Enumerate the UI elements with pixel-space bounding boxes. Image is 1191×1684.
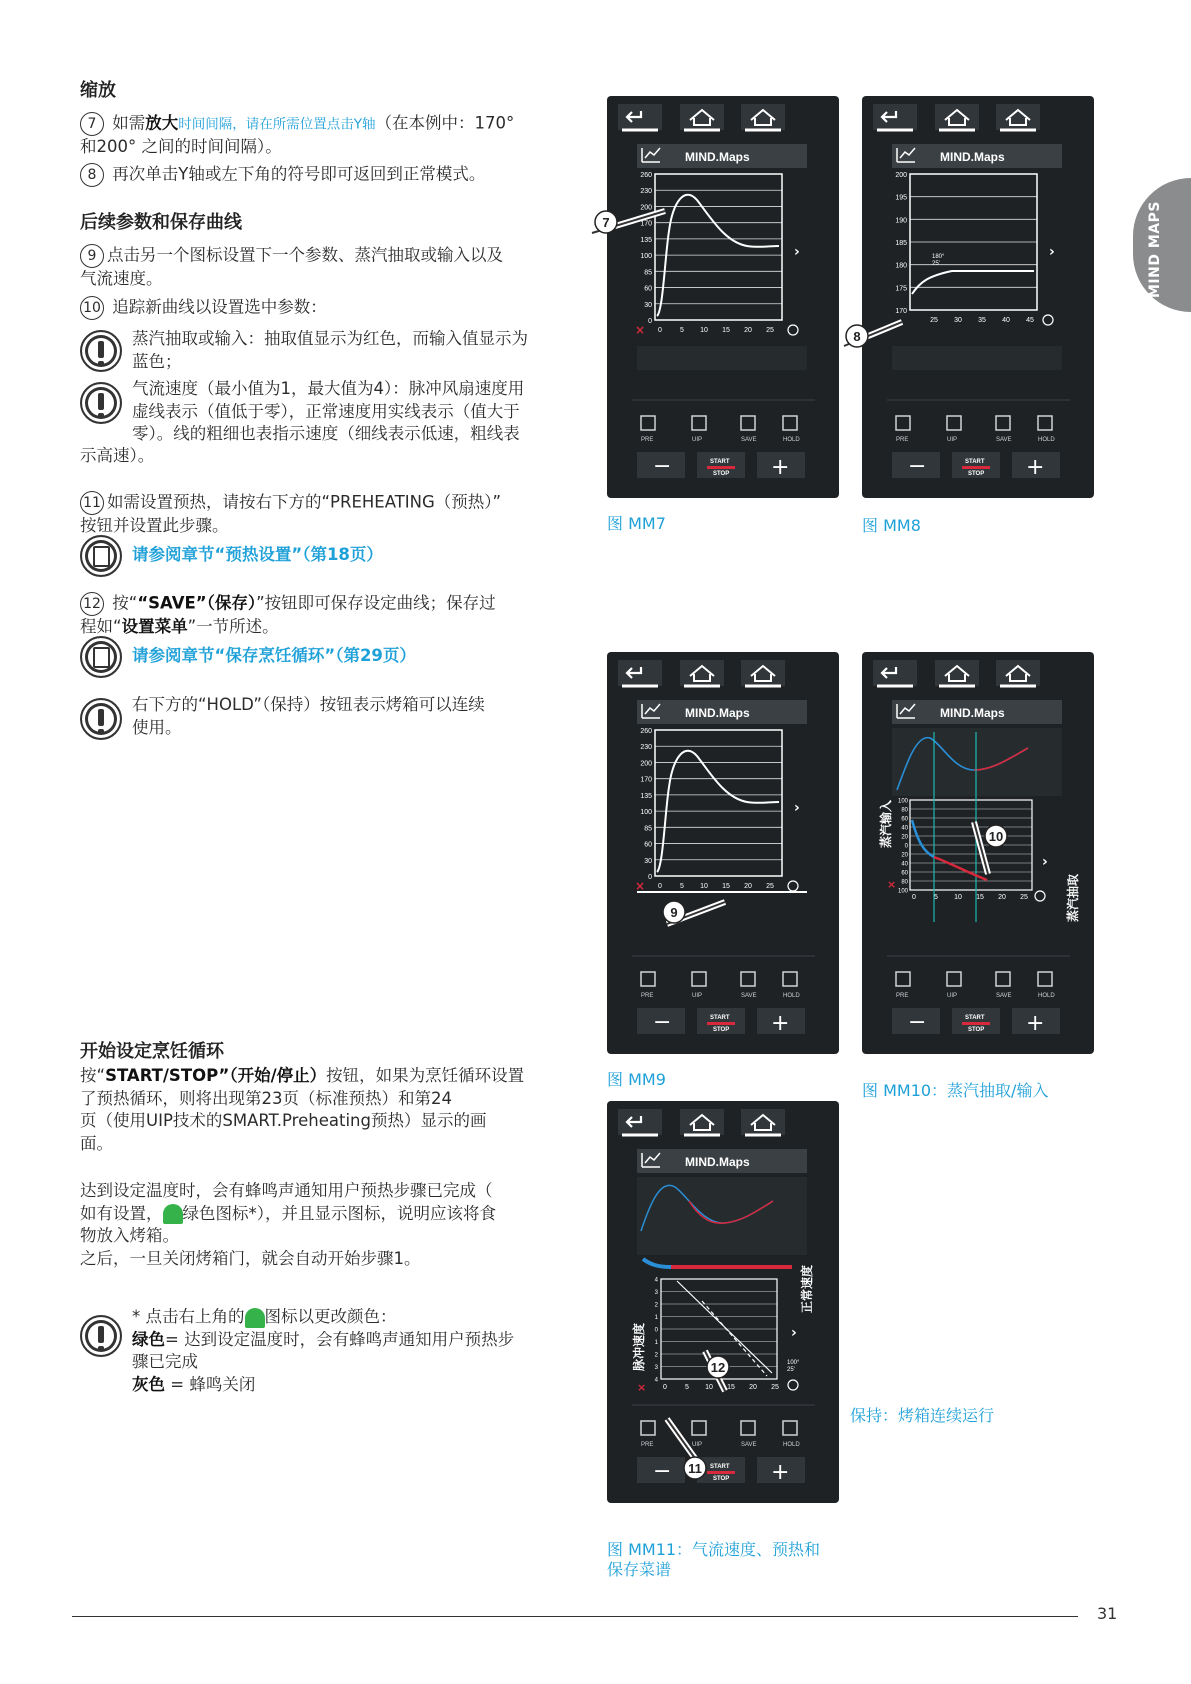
tool-button-uip[interactable] xyxy=(692,1421,706,1448)
normal-speed-label: 正常速度 xyxy=(800,1264,814,1313)
callout-number: 10 xyxy=(988,829,1004,844)
pre-icon xyxy=(896,972,910,986)
home-icon[interactable] xyxy=(996,660,1040,686)
x-tick-label: 5 xyxy=(934,894,938,901)
step-number-12: 12 xyxy=(80,592,104,616)
start-stop-bar xyxy=(962,466,990,469)
step-number-9: 9 xyxy=(80,244,104,268)
home-settings-icon[interactable] xyxy=(935,104,979,130)
stop-label: STOP xyxy=(713,1027,730,1033)
y-tick-label: 230 xyxy=(640,188,652,196)
y-tick-label: 100 xyxy=(640,253,652,261)
tool-button-uip[interactable] xyxy=(692,416,706,443)
x-tick-label: 15 xyxy=(722,327,730,334)
stop-label: STOP xyxy=(968,471,985,477)
uip-icon xyxy=(947,972,961,986)
pre-icon xyxy=(641,1421,655,1435)
y-tick-label: 2 xyxy=(654,1302,658,1309)
tool-button-uip[interactable] xyxy=(947,416,961,443)
x-tick-label: 30 xyxy=(954,317,962,324)
clock-icon xyxy=(788,325,798,335)
step-number-8: 8 xyxy=(80,163,104,187)
y-tick-label: 2 xyxy=(654,1352,658,1359)
start-stop-bar xyxy=(962,1022,990,1025)
home-settings-icon-bg xyxy=(680,1109,724,1135)
paragraph-step-9: 9 点击另一个图标设置下一个参数、蒸汽抽取或输入以及 气流速度。 xyxy=(80,245,503,288)
y-tick-label: 100 xyxy=(897,798,908,805)
x-tick-label: 0 xyxy=(663,1384,667,1391)
warning-icon xyxy=(80,1315,122,1357)
footer-rule xyxy=(72,1616,1078,1617)
hold-icon xyxy=(1038,972,1052,986)
y-tick-label: 80 xyxy=(901,807,908,814)
note-airflow: 气流速度（最小值为1，最大值为4）：脉冲风扇速度用 虚线表示（值低于零），正常速度用实线表示（值大于 零）。线的粗细也表指示速度（细线表示低速，粗线表 xyxy=(132,379,525,443)
start-label: START xyxy=(965,459,985,465)
heading-zoom: 缩放 xyxy=(80,80,116,101)
paragraph-step-8: 8 再次单击Y轴或左下角的符号即可返回到正常模式。 xyxy=(80,163,580,187)
plus-symbol: + xyxy=(771,1460,790,1485)
preview-area xyxy=(892,728,1062,796)
chevron-right-icon: › xyxy=(794,244,800,260)
plus-button[interactable] xyxy=(1012,452,1060,480)
tool-button-save[interactable] xyxy=(741,1421,757,1448)
x-tick-label: 25 xyxy=(930,317,938,324)
step-number-7: 7 xyxy=(80,112,104,136)
figure-caption-mm11: 图 MM11：气流速度、预热和 保存菜谱 xyxy=(607,1540,821,1579)
hold-icon xyxy=(783,1421,797,1435)
heading-start: 开始设定烹饪循环 xyxy=(80,1041,224,1062)
stop-label: STOP xyxy=(713,471,730,477)
home-icon[interactable] xyxy=(741,104,785,130)
y-tick-label: 135 xyxy=(640,792,652,800)
back-icon[interactable] xyxy=(618,1109,662,1135)
point-time: 25' xyxy=(932,261,940,267)
back-icon[interactable] xyxy=(618,660,662,686)
clock-icon xyxy=(788,1380,798,1390)
note-hold: 右下方的“HOLD”（保持）按钮表示烤箱可以连续 使用。 xyxy=(132,695,485,737)
pre-icon xyxy=(641,416,655,430)
clock-icon xyxy=(1035,891,1045,901)
chevron-right-icon: › xyxy=(791,1325,797,1341)
x-tick-label: 25 xyxy=(766,883,774,890)
figure-caption-mm10: 图 MM10：蒸汽抽取/输入 xyxy=(862,1081,1049,1100)
pre-label: PRE xyxy=(641,993,654,999)
pre-icon xyxy=(641,972,655,986)
y-tick-label: 185 xyxy=(895,240,907,247)
paragraph-step-7: 7 如需放大时间间隔，请在所需位置点击Y轴（在本例中：170° 和200° 之间的时间间隔）。 xyxy=(80,113,515,156)
minus-button[interactable] xyxy=(892,1008,940,1035)
start-stop-button[interactable] xyxy=(952,1008,1000,1034)
minus-button[interactable] xyxy=(637,452,685,479)
figure-caption-mm8: 图 MM8 xyxy=(862,516,921,535)
close-icon: × xyxy=(635,323,646,337)
save-icon xyxy=(741,1421,755,1435)
uip-icon xyxy=(692,972,706,986)
home-icon[interactable] xyxy=(996,104,1040,130)
x-tick-label: 10 xyxy=(700,883,708,890)
y-tick-label: 60 xyxy=(644,841,652,849)
plus-symbol: + xyxy=(771,1011,790,1036)
callout-number: 11 xyxy=(688,1461,702,1476)
y-tick-label: 260 xyxy=(640,728,652,735)
y-tick-label: 3 xyxy=(654,1365,658,1371)
x-tick-label: 25 xyxy=(771,1384,779,1391)
x-tick-label: 15 xyxy=(722,883,730,890)
start-stop-button[interactable] xyxy=(697,1008,745,1034)
y-tick-label: 3 xyxy=(654,1290,658,1296)
pre-label: PRE xyxy=(641,1442,654,1448)
save-label: SAVE xyxy=(996,993,1012,999)
start-stop-button[interactable] xyxy=(952,452,1000,478)
x-tick-label: 35 xyxy=(978,317,986,324)
home-settings-icon[interactable] xyxy=(680,660,724,686)
y-tick-label: 0 xyxy=(904,843,908,850)
y-tick-label: 1 xyxy=(654,1315,658,1321)
start-stop-bar xyxy=(707,1471,735,1474)
x-tick-label: 15 xyxy=(976,894,984,901)
device-screen-drawing xyxy=(853,96,1094,498)
home-settings-icon-bg xyxy=(935,660,979,686)
mind-maps-side-tab xyxy=(1133,178,1191,312)
pre-label: PRE xyxy=(641,437,654,443)
y-tick-label: 40 xyxy=(901,825,908,832)
y-tick-label: 80 xyxy=(901,879,908,886)
app-title: MIND.Maps xyxy=(940,706,1005,720)
save-icon xyxy=(996,972,1010,986)
hold-label: HOLD xyxy=(1038,993,1055,999)
plus-symbol: + xyxy=(771,455,790,480)
y-tick-label: 175 xyxy=(895,285,907,293)
clock-icon xyxy=(1043,315,1053,325)
y-tick-label: 100 xyxy=(897,888,908,895)
y-tick-label: 200 xyxy=(640,204,652,212)
start-stop-button[interactable] xyxy=(697,452,745,478)
home-settings-icon-bg xyxy=(680,660,724,686)
tool-button-save[interactable] xyxy=(741,972,757,999)
tool-button-pre[interactable] xyxy=(641,416,655,443)
home-icon[interactable] xyxy=(741,660,785,686)
heading-params: 后续参数和保存曲线 xyxy=(80,212,242,233)
note-bell-color: * 点击右上角的 图标以更改颜色： 绿色= 达到设定温度时，会有蜂鸣声通知用户预热步 骤已完成 灰色 = 蜂鸣关闭 xyxy=(132,1307,515,1394)
minus-symbol: − xyxy=(653,1459,672,1484)
tool-button-save[interactable] xyxy=(996,972,1012,999)
callout-number: 8 xyxy=(853,329,861,344)
close-icon: × xyxy=(635,879,646,893)
note-airflow-end: 示高速）。 xyxy=(80,446,155,465)
callout-number: 12 xyxy=(710,1360,726,1375)
close-icon: × xyxy=(637,1381,647,1394)
chevron-right-icon: › xyxy=(1042,854,1048,870)
plus-button[interactable] xyxy=(757,452,805,480)
device-screen-mm11 xyxy=(607,1101,839,1503)
y-tick-label: 135 xyxy=(640,236,652,244)
hold-icon xyxy=(783,416,797,430)
device-screen-drawing xyxy=(607,1101,839,1503)
x-tick-label: 10 xyxy=(705,1384,713,1391)
device-screen-drawing xyxy=(862,652,1094,1054)
tool-button-pre[interactable] xyxy=(641,1421,655,1448)
reference-preheat-settings[interactable]: 请参阅章节“预热设置”（第18页） xyxy=(132,545,383,564)
home-icon-bg xyxy=(996,660,1040,686)
clock-icon xyxy=(788,881,798,891)
x-tick-label: 25 xyxy=(1020,894,1028,901)
bell-green-icon xyxy=(163,1204,183,1224)
uip-label: UIP xyxy=(692,437,703,443)
home-settings-icon-bg xyxy=(935,104,979,130)
app-title: MIND.Maps xyxy=(940,150,1005,164)
x-tick-label: 0 xyxy=(658,883,662,890)
x-tick-label: 10 xyxy=(954,894,962,901)
figure-caption-mm9: 图 MM9 xyxy=(607,1070,666,1089)
start-label: START xyxy=(710,1464,730,1470)
plus-button[interactable] xyxy=(1012,1008,1060,1036)
empty-row xyxy=(892,346,1062,370)
y-tick-label: 4 xyxy=(654,1277,658,1284)
uip-label: UIP xyxy=(692,1442,703,1448)
page-number: 31 xyxy=(1097,1604,1118,1623)
home-icon[interactable] xyxy=(741,1109,785,1135)
tool-button-hold[interactable] xyxy=(1038,416,1055,443)
y-tick-label: 20 xyxy=(901,852,908,859)
hold-label: HOLD xyxy=(1038,437,1055,443)
pulse-speed-label: 脉冲速度 xyxy=(632,1322,646,1371)
step-number-10: 10 xyxy=(80,296,104,320)
point-temp: 180° xyxy=(932,254,945,260)
start-label: START xyxy=(710,459,730,465)
save-label: SAVE xyxy=(996,437,1012,443)
device-screen-mm10 xyxy=(862,652,1094,1054)
y-tick-label: 180 xyxy=(895,262,907,270)
minus-symbol: − xyxy=(653,454,672,479)
x-tick-label: 20 xyxy=(744,327,752,334)
home-settings-icon[interactable] xyxy=(680,1109,724,1135)
empty-row xyxy=(637,346,807,370)
y-tick-label: 4 xyxy=(654,1377,658,1384)
hold-icon xyxy=(783,972,797,986)
app-title: MIND.Maps xyxy=(685,706,750,720)
device-screen-drawing xyxy=(602,96,839,498)
steam-bar-blue xyxy=(643,1259,671,1267)
hold-label: HOLD xyxy=(783,1442,800,1448)
tool-button-pre[interactable] xyxy=(896,972,910,999)
point-time: 25' xyxy=(787,1367,795,1373)
plus-symbol: + xyxy=(1026,1011,1045,1036)
stop-label: STOP xyxy=(968,1027,985,1033)
y-tick-label: 0 xyxy=(654,1327,658,1334)
figure-caption-mm7: 图 MM7 xyxy=(607,514,666,533)
y-tick-label: 40 xyxy=(901,861,908,868)
step-number-11: 11 xyxy=(80,491,104,515)
start-label: START xyxy=(965,1015,985,1021)
pre-label: PRE xyxy=(896,993,909,999)
home-icon-bg xyxy=(741,104,785,130)
device-screen-mm7 xyxy=(602,96,839,498)
pre-label: PRE xyxy=(896,437,909,443)
y-tick-label: 200 xyxy=(895,172,907,179)
callout-number: 9 xyxy=(670,905,678,920)
device-screen-drawing xyxy=(607,652,839,1054)
callout-number: 7 xyxy=(602,215,610,230)
pre-icon xyxy=(896,416,910,430)
home-icon-bg xyxy=(996,104,1040,130)
x-tick-label: 5 xyxy=(685,1384,689,1391)
tool-button-uip[interactable] xyxy=(692,972,706,999)
y-tick-label: 60 xyxy=(644,285,652,293)
minus-button[interactable] xyxy=(637,1457,685,1484)
tool-button-hold[interactable] xyxy=(783,416,800,443)
y-tick-label: 260 xyxy=(640,172,652,179)
chevron-right-icon: › xyxy=(794,800,800,816)
save-icon xyxy=(741,972,755,986)
paragraph-step-12: 12 按““SAVE”（保存）”按钮即可保存设定曲线；保存过 程如“设置菜单”一节所述。 xyxy=(80,593,496,636)
back-icon[interactable] xyxy=(618,104,662,130)
y-tick-label: 60 xyxy=(901,870,908,877)
steam-input-label: 蒸汽输入 xyxy=(879,799,893,848)
save-label: SAVE xyxy=(741,993,757,999)
y-tick-label: 20 xyxy=(901,834,908,841)
home-settings-icon-bg xyxy=(680,104,724,130)
save-icon xyxy=(741,416,755,430)
x-tick-label: 5 xyxy=(680,883,684,890)
warning-icon xyxy=(80,330,122,372)
uip-label: UIP xyxy=(947,993,958,999)
save-icon xyxy=(996,416,1010,430)
x-tick-label: 45 xyxy=(1026,317,1034,324)
steam-extract-label: 蒸汽抽取 xyxy=(1066,873,1080,922)
reference-save-cycle[interactable]: 请参阅章节“保存烹饪循环”（第29页） xyxy=(132,646,416,665)
uip-icon xyxy=(692,1421,706,1435)
y-tick-label: 170 xyxy=(640,220,652,228)
hold-label: HOLD xyxy=(783,993,800,999)
book-icon xyxy=(80,636,122,678)
x-tick-label: 20 xyxy=(749,1384,757,1391)
y-tick-label: 0 xyxy=(648,318,652,325)
tool-button-pre[interactable] xyxy=(896,416,910,443)
y-tick-label: 30 xyxy=(644,857,652,865)
tool-button-hold[interactable] xyxy=(783,972,800,999)
y-tick-label: 170 xyxy=(895,308,907,315)
x-tick-label: 0 xyxy=(912,894,916,901)
x-tick-label: 10 xyxy=(700,327,708,334)
minus-symbol: − xyxy=(908,454,927,479)
save-label: SAVE xyxy=(741,1442,757,1448)
y-tick-label: 85 xyxy=(644,825,652,833)
x-tick-label: 25 xyxy=(766,327,774,334)
app-title: MIND.Maps xyxy=(685,150,750,164)
paragraph-step-11: 11 如需设置预热，请按右下方的“PREHEATING（预热）” 按钮并设置此步骤。 xyxy=(80,492,502,535)
x-tick-label: 15 xyxy=(727,1384,735,1391)
y-tick-label: 0 xyxy=(648,874,652,881)
y-tick-label: 195 xyxy=(895,194,907,202)
tool-button-save[interactable] xyxy=(741,416,757,443)
paragraph-beep: 达到设定温度时，会有蜂鸣声通知用户预热步骤已完成（ 如有设置， 绿色图标*），并且显示图标，说明应该将食 物放入烤箱。 之后，一旦关闭烤箱门，就会自动开始步骤1。 xyxy=(80,1181,496,1268)
device-screen-mm9 xyxy=(607,652,839,1054)
y-tick-label: 200 xyxy=(640,760,652,768)
minus-button[interactable] xyxy=(637,1008,685,1035)
hold-icon xyxy=(1038,416,1052,430)
chevron-right-icon: › xyxy=(1049,244,1055,260)
hold-note: 保持：烤箱连续运行 xyxy=(850,1406,995,1425)
tool-button-uip[interactable] xyxy=(947,972,961,999)
tool-button-hold[interactable] xyxy=(1038,972,1055,999)
start-stop-bar xyxy=(707,1022,735,1025)
hold-label: HOLD xyxy=(783,437,800,443)
plus-button[interactable] xyxy=(757,1008,805,1036)
device-screen-mm8 xyxy=(853,96,1094,498)
x-tick-label: 5 xyxy=(680,327,684,334)
warning-icon xyxy=(80,382,122,424)
uip-icon xyxy=(692,416,706,430)
home-settings-icon[interactable] xyxy=(680,104,724,130)
paragraph-start-stop: 按“START/STOP”（开始/停止）按钮，如果为烹饪循环设置 了预热循环，则将出现第23页（标准预热）和第24 页（使用UIP技术的SMART.Preheating预热）显示的画 面。 xyxy=(80,1066,525,1153)
y-tick-label: 100 xyxy=(640,809,652,817)
y-tick-label: 30 xyxy=(644,301,652,309)
y-tick-label: 170 xyxy=(640,776,652,784)
warning-icon xyxy=(80,698,122,740)
side-tab-label: MIND MAPS xyxy=(1147,201,1163,298)
uip-icon xyxy=(947,416,961,430)
start-label: START xyxy=(710,1015,730,1021)
home-settings-icon[interactable] xyxy=(935,660,979,686)
x-tick-label: 20 xyxy=(744,883,752,890)
minus-symbol: − xyxy=(908,1010,927,1035)
book-icon xyxy=(80,535,122,577)
point-temp: 100° xyxy=(787,1360,800,1366)
minus-button[interactable] xyxy=(892,452,940,479)
uip-label: UIP xyxy=(692,993,703,999)
home-icon-bg xyxy=(741,1109,785,1135)
paragraph-step-10: 10 追踪新曲线以设置选中参数： xyxy=(80,296,580,320)
uip-label: UIP xyxy=(947,437,958,443)
y-tick-label: 60 xyxy=(901,816,908,823)
app-title: MIND.Maps xyxy=(685,1155,750,1169)
y-tick-label: 190 xyxy=(895,217,907,225)
tool-button-save[interactable] xyxy=(996,416,1012,443)
y-tick-label: 85 xyxy=(644,269,652,277)
x-tick-label: 20 xyxy=(998,894,1006,901)
tool-button-hold[interactable] xyxy=(783,1421,800,1448)
x-tick-label: 0 xyxy=(658,327,662,334)
plus-symbol: + xyxy=(1026,455,1045,480)
minus-symbol: − xyxy=(653,1010,672,1035)
note-steam: 蒸汽抽取或输入：抽取值显示为红色，而输入值显示为 蓝色； xyxy=(132,329,528,371)
bell-green-icon xyxy=(245,1308,265,1328)
plus-button[interactable] xyxy=(757,1457,805,1485)
back-icon[interactable] xyxy=(873,660,917,686)
tool-button-pre[interactable] xyxy=(641,972,655,999)
back-icon[interactable] xyxy=(873,104,917,130)
close-icon: × xyxy=(887,878,897,891)
stop-label: STOP xyxy=(713,1476,730,1482)
home-icon-bg xyxy=(741,660,785,686)
save-label: SAVE xyxy=(741,437,757,443)
x-tick-label: 40 xyxy=(1002,317,1010,324)
start-stop-bar xyxy=(707,466,735,469)
y-tick-label: 1 xyxy=(654,1340,658,1346)
y-tick-label: 230 xyxy=(640,744,652,752)
